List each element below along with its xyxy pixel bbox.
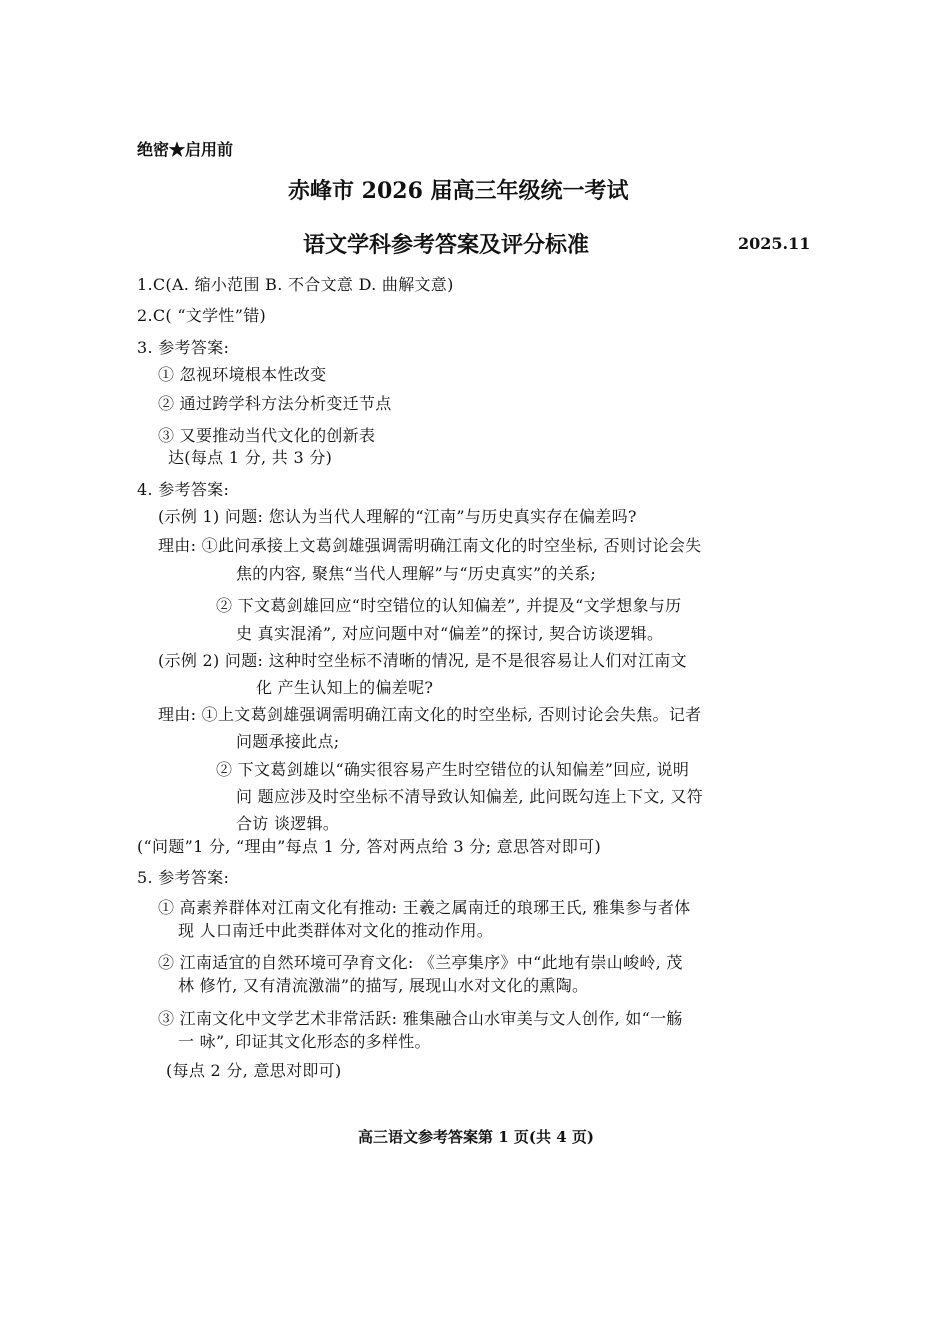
answer-5-point-1-cont: 现 人口南迁中此类群体对文化的推动作用。 xyxy=(178,921,494,940)
answer-4-example-2-question: (示例 2) 问题: 这种时空坐标不清晰的情况, 是不是很容易让人们对江南文 xyxy=(158,651,687,670)
answer-4-example-1-reason-1-cont: 焦的内容, 聚焦“当代人理解”与“历史真实”的关系; xyxy=(236,564,597,583)
answer-4-scoring: (“问题”1 分, “理由”每点 1 分, 答对两点给 3 分; 意思答对即可) xyxy=(137,837,601,856)
exam-date: 2025.11 xyxy=(738,234,811,253)
answer-4-example-1-question: (示例 1) 问题: 您认为当代人理解的“江南”与历史真实存在偏差吗? xyxy=(158,507,637,526)
answer-4-heading: 4. 参考答案: xyxy=(137,480,230,499)
answer-5-scoring: (每点 2 分, 意思对即可) xyxy=(166,1061,342,1080)
answer-4-example-2-reason-2: ② 下文葛剑雄以“确实很容易产生时空错位的认知偏差”回应, 说明 xyxy=(216,760,690,779)
answer-3-point-1: ① 忽视环境根本性改变 xyxy=(158,365,327,384)
answer-5-point-1: ① 高素养群体对江南文化有推动: 王羲之属南迁的琅琊王氏, 雅集参与者体 xyxy=(158,898,691,917)
answer-3-heading: 3. 参考答案: xyxy=(137,338,230,357)
answer-4-example-1-reason-2: ② 下文葛剑雄回应“时空错位的认知偏差”, 并提及“文学想象与历 xyxy=(216,596,682,615)
answer-5-point-2: ② 江南适宜的自然环境可孕育文化: 《兰亭集序》中“此地有崇山峻岭, 茂 xyxy=(158,953,683,972)
answer-4-example-2-reason-1: 理由: ①上文葛剑雄强调需明确江南文化的时空坐标, 否则讨论会失焦。记者 xyxy=(158,705,702,724)
answer-4-example-2-reason-1-cont: 问题承接此点; xyxy=(236,732,340,751)
answer-1: 1.C(A. 缩小范围 B. 不合文意 D. 曲解文意) xyxy=(137,275,454,294)
answer-5-point-3: ③ 江南文化中文学艺术非常活跃: 雅集融合山水审美与文人创作, 如“一觞 xyxy=(158,1009,683,1028)
answer-4-example-2-reason-2-cont: 问 题应涉及时空坐标不清导致认知偏差, 此问既勾连上下文, 又符 xyxy=(236,787,704,806)
answer-5-point-3-cont: 一 咏”, 印证其文化形态的多样性。 xyxy=(178,1032,431,1051)
answer-5-heading: 5. 参考答案: xyxy=(137,868,230,887)
answer-3-point-2: ② 通过跨学科方法分析变迁节点 xyxy=(158,394,392,413)
answer-2: 2.C( “文学性”错) xyxy=(137,306,267,325)
answer-4-example-1-reason-1: 理由: ①此问承接上文葛剑雄强调需明确江南文化的时空坐标, 否则讨论会失 xyxy=(158,536,702,555)
page-title: 赤峰市 2026 届高三年级统一考试 xyxy=(288,178,629,204)
answer-4-example-1-reason-2-cont: 史 真实混淆”, 对应问题中对“偏差”的探讨, 契合访谈逻辑。 xyxy=(236,624,664,643)
secret-label: 绝密★启用前 xyxy=(137,140,234,159)
answer-5-point-2-cont: 林 修竹, 又有清流激湍”的描写, 展现山水对文化的熏陶。 xyxy=(178,976,589,995)
answer-3-scoring: 达(每点 1 分, 共 3 分) xyxy=(168,448,333,467)
answer-4-example-2-reason-2-end: 合访 谈逻辑。 xyxy=(236,814,340,833)
page-subtitle: 语文学科参考答案及评分标准 xyxy=(303,232,590,258)
page-footer: 高三语文参考答案第 1 页(共 4 页) xyxy=(358,1128,594,1146)
answer-3-point-3: ③ 又要推动当代文化的创新表 xyxy=(158,426,376,445)
answer-4-example-2-question-cont: 化 产生认知上的偏差呢? xyxy=(256,678,434,697)
